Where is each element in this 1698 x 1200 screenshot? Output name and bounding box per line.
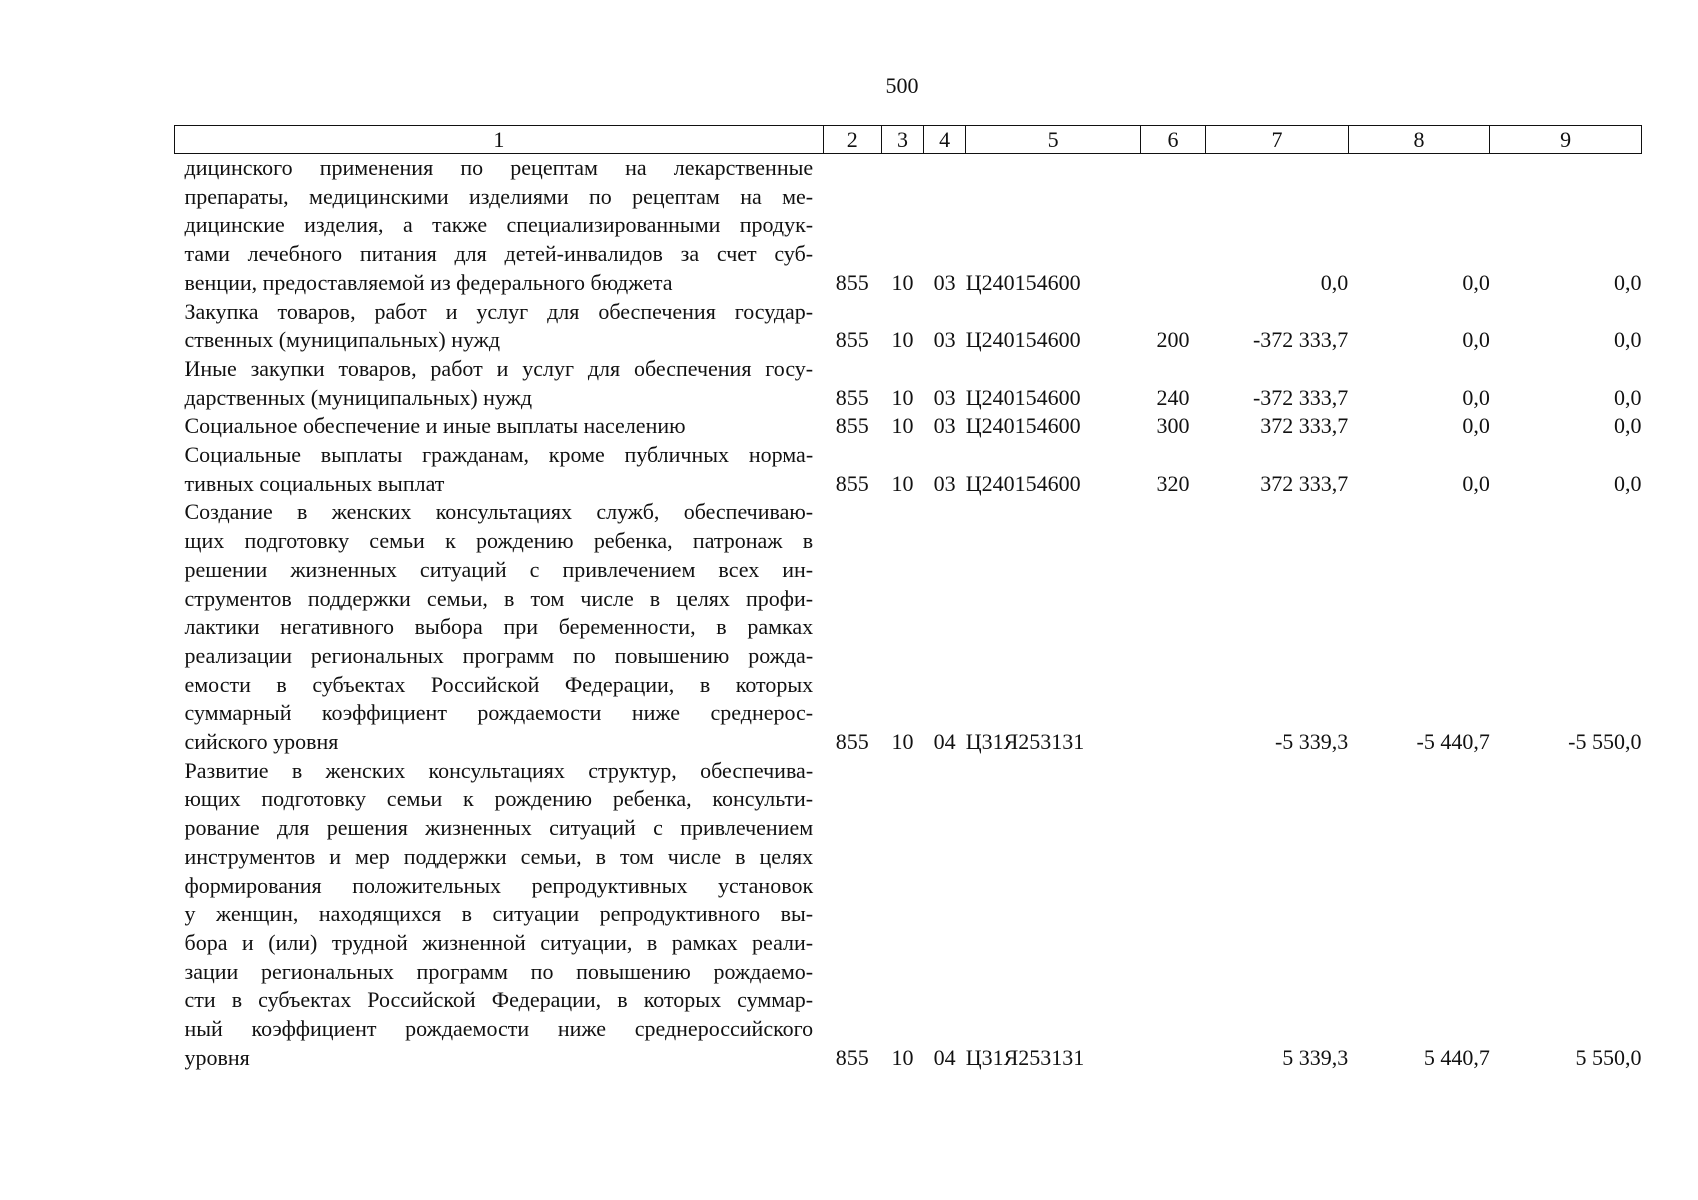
cell-section-code: 10: [891, 1044, 914, 1070]
description-line: Социальные выплаты гражданам, кроме публичных норма-: [184, 442, 814, 468]
cell-subsection-code: 03: [933, 384, 956, 410]
table-header: [175, 126, 1642, 154]
cell-ministry-code: 855: [835, 413, 869, 439]
cell-amount-col7: 372 333,7: [1260, 413, 1349, 439]
description-line: Иные закупки товаров, работ и услуг для обеспечения госу-: [184, 355, 814, 381]
description-line: формирования положительных репродуктивных установок: [184, 872, 814, 898]
table-row: [175, 757, 1642, 1073]
description-line: емости в субъектах Российской Федерации, в которых: [184, 671, 814, 697]
cell-target-article: Ц240154600: [965, 413, 1081, 439]
cell-target-article: Ц240154600: [965, 269, 1081, 295]
description-line: венции, предоставляемой из федерального бюджета: [184, 269, 673, 295]
cell-subsection-code: 04: [933, 1044, 956, 1070]
cell-amount-col9: 0,0: [1614, 269, 1642, 295]
cell-ministry-code: 855: [835, 729, 869, 755]
description-line: рование для решения жизненных ситуаций с привлечением: [184, 815, 814, 841]
page-number: 500: [885, 73, 919, 98]
description-line: тивных социальных выплат: [184, 470, 445, 496]
cell-amount-col9: 0,0: [1614, 470, 1642, 496]
cell-section-code: 10: [891, 327, 914, 353]
cell-subsection-code: 04: [933, 729, 956, 755]
description-line: Развитие в женских консультациях структур, обеспечива-: [184, 757, 814, 783]
table-row: [175, 355, 1642, 412]
cell-target-article: Ц240154600: [965, 384, 1081, 410]
table-row: [175, 412, 1642, 441]
cell-section-code: 10: [891, 470, 914, 496]
cell-target-article: Ц31Я253131: [965, 729, 1085, 755]
description-line: Закупка товаров, работ и услуг для обеспечения государ-: [184, 298, 814, 324]
cell-amount-col8: 0,0: [1462, 470, 1490, 496]
cell-description: [175, 757, 824, 1073]
description-line: решении жизненных ситуаций с привлечением всех ин-: [184, 556, 814, 582]
column-header-7: 7: [1206, 126, 1349, 154]
table-body: [175, 154, 1642, 1073]
budget-table: [174, 125, 1642, 1073]
column-header-8: 8: [1348, 126, 1490, 154]
cell-amount-col7: 5 339,3: [1282, 1044, 1349, 1070]
description-line: дарственных (муниципальных) нужд: [184, 384, 533, 410]
description-line: суммарный коэффициент рождаемости ниже среднерос-: [184, 700, 814, 726]
cell-ministry-code: 855: [835, 384, 869, 410]
column-header-2: 2: [823, 126, 881, 154]
cell-amount-col7: 372 333,7: [1260, 470, 1349, 496]
description-line: препараты, медицинскими изделиями по рецептам на ме-: [184, 183, 814, 209]
column-header-6: 6: [1140, 126, 1205, 154]
cell-expense-type: [1140, 757, 1205, 1073]
description-line: у женщин, находящихся в ситуации репродуктивного вы-: [184, 901, 814, 927]
cell-expense-type: [1140, 498, 1205, 756]
description-line: реализации региональных программ по повышению рожда-: [184, 642, 814, 668]
cell-expense-type: 320: [1156, 470, 1190, 496]
column-number-row: [175, 126, 1642, 154]
column-header-4: 4: [924, 126, 966, 154]
cell-expense-type: 300: [1156, 413, 1190, 439]
description-line: струментов поддержки семьи, в том числе в целях профи-: [184, 585, 814, 611]
column-header-9: 9: [1490, 126, 1642, 154]
cell-amount-col8: 5 440,7: [1423, 1044, 1490, 1070]
cell-amount-col7: -5 339,3: [1274, 729, 1349, 755]
cell-description: [175, 498, 824, 756]
cell-amount-col9: 0,0: [1614, 413, 1642, 439]
cell-section-code: 10: [891, 269, 914, 295]
description-line: уровня: [184, 1044, 250, 1070]
column-header-1: 1: [175, 126, 824, 154]
cell-section-code: 10: [891, 413, 914, 439]
description-line: ный коэффициент рождаемости ниже среднероссийского: [184, 1016, 814, 1042]
description-line: Создание в женских консультациях служб, обеспечиваю-: [184, 499, 814, 525]
cell-amount-col7: -372 333,7: [1252, 384, 1349, 410]
cell-subsection-code: 03: [933, 470, 956, 496]
cell-description: [175, 441, 824, 498]
cell-amount-col8: 0,0: [1462, 413, 1490, 439]
cell-description: [175, 355, 824, 412]
cell-target-article: Ц240154600: [965, 470, 1081, 496]
description-line: Социальное обеспечение и иные выплаты населению: [184, 413, 686, 439]
column-header-5: 5: [966, 126, 1141, 154]
description-line: тами лечебного питания для детей-инвалидов за счет суб-: [184, 241, 814, 267]
table-row: [175, 298, 1642, 355]
cell-ministry-code: 855: [835, 470, 869, 496]
description-line: ственных (муниципальных) нужд: [184, 327, 501, 353]
cell-amount-col8: 0,0: [1462, 384, 1490, 410]
description-line: сийского уровня: [184, 729, 339, 755]
cell-amount-col9: 5 550,0: [1575, 1044, 1642, 1070]
cell-ministry-code: 855: [835, 1044, 869, 1070]
cell-subsection-code: 03: [933, 269, 956, 295]
cell-amount-col7: 0,0: [1320, 269, 1349, 295]
cell-description: [175, 298, 824, 355]
cell-target-article: Ц240154600: [965, 327, 1081, 353]
cell-amount-col8: -5 440,7: [1416, 729, 1490, 755]
cell-subsection-code: 03: [933, 413, 956, 439]
table-row: [175, 441, 1642, 498]
description-line: дицинского применения по рецептам на лекарственные: [184, 155, 814, 180]
cell-expense-type: 240: [1156, 384, 1190, 410]
description-line: бора и (или) трудной жизненной ситуации, в рамках реали-: [184, 929, 814, 955]
cell-section-code: 10: [891, 729, 914, 755]
cell-amount-col9: 0,0: [1614, 384, 1642, 410]
description-line: лактики негативного выбора при беременности, в рамках: [184, 614, 814, 640]
cell-expense-type: 200: [1156, 327, 1190, 353]
cell-target-article: Ц31Я253131: [965, 1044, 1085, 1070]
cell-expense-type: [1140, 154, 1205, 298]
cell-description: [175, 154, 824, 298]
description-line: дицинские изделия, а также специализированными продук-: [184, 212, 814, 238]
description-line: ющих подготовку семьи к рождению ребенка, консульти-: [184, 786, 814, 812]
description-line: щих подготовку семьи к рождению ребенка, патронаж в: [184, 528, 814, 554]
table-row: [175, 154, 1642, 298]
description-line: сти в субъектах Российской Федерации, в которых суммар-: [184, 987, 814, 1013]
cell-amount-col7: -372 333,7: [1252, 327, 1349, 353]
cell-ministry-code: 855: [835, 269, 869, 295]
cell-amount-col8: 0,0: [1462, 269, 1490, 295]
table-row: [175, 498, 1642, 756]
cell-amount-col9: 0,0: [1614, 327, 1642, 353]
cell-section-code: 10: [891, 384, 914, 410]
cell-amount-col9: -5 550,0: [1568, 729, 1642, 755]
cell-amount-col8: 0,0: [1462, 327, 1490, 353]
cell-description: [175, 412, 824, 441]
cell-ministry-code: 855: [835, 327, 869, 353]
column-header-3: 3: [881, 126, 923, 154]
description-line: инструментов и мер поддержки семьи, в том числе в целях: [184, 843, 814, 869]
cell-subsection-code: 03: [933, 327, 956, 353]
description-line: зации региональных программ по повышению рождаемо-: [184, 958, 814, 984]
